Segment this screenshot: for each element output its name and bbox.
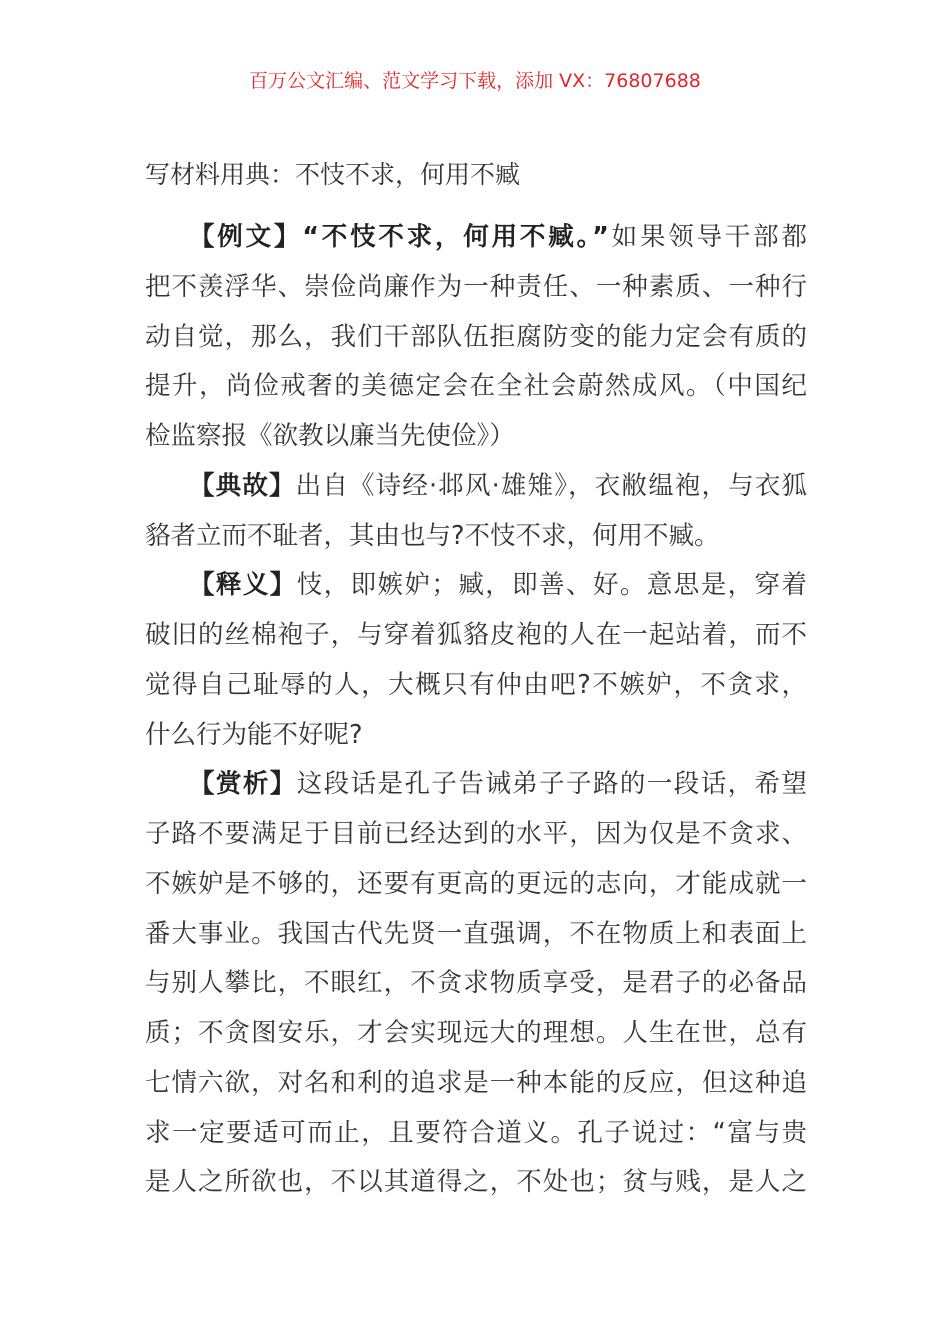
document-body [145, 216, 807, 1211]
line-text: 把不羡浮华、崇俭尚廉作为一种责任、一种素质、一种行 [145, 271, 807, 302]
paragraph-line [145, 316, 807, 366]
document-title: 写材料用典：不忮不求，何用不臧 [145, 160, 521, 189]
paragraph-line [145, 1062, 807, 1112]
paragraph-line [145, 1161, 807, 1211]
line-text: 质；不贪图安乐，才会实现远大的理想。人生在世，总有 [145, 1018, 807, 1048]
paragraph-line [145, 962, 807, 1012]
line-text: 忮，即嫉妒；臧，即善、好。意思是，穿着 [296, 570, 807, 601]
line-text: 动自觉，那么，我们干部队伍拒腐防变的能力定会有质的 [145, 321, 807, 352]
paragraph-line [145, 863, 807, 913]
section-label: 【赏析】 [189, 769, 297, 800]
paragraph-line [145, 515, 807, 565]
line-text: 什么行为能不好呢? [145, 719, 363, 750]
paragraph-line [145, 664, 807, 714]
paragraph-line [145, 714, 807, 764]
line-text: 破旧的丝棉袍子，与穿着狐貉皮袍的人在一起站着，而不 [145, 620, 807, 650]
line-text: 检监察报《欲教以廉当先使俭》） [145, 421, 515, 451]
paragraph-line [145, 1112, 807, 1162]
paragraph-line [145, 813, 807, 863]
line-text: 觉得自己耻辱的人，大概只有仲由吧?不嫉妒，不贪求， [145, 669, 807, 700]
section-label: 【释义】 [189, 570, 297, 601]
line-text: 貉者立而不耻者，其由也与?不忮不求，何用不臧。 [145, 520, 720, 551]
section-label: 【典故】 [189, 470, 296, 501]
line-text: 提升，尚俭戒奢的美德定会在全社会蔚然成风。（中国纪 [145, 371, 807, 402]
paragraph-line [145, 614, 807, 664]
paragraph-line [145, 216, 807, 266]
paragraph-line [145, 564, 807, 614]
line-text: 不嫉妒是不够的，还要有更高的更远的志向，才能成就一 [145, 868, 807, 899]
paragraph-line [145, 365, 807, 415]
paragraph-line [145, 1012, 807, 1062]
watermark-header: 百万公文汇编、范文学习下载，添加 VX：76807688 [249, 70, 701, 92]
section-label: 【例文】“不忮不求，何用不臧。” [189, 222, 609, 252]
line-text: 这段话是孔子告诫弟子子路的一段话，希望 [296, 769, 807, 800]
line-text: 番大事业。我国古代先贤一直强调，不在物质上和表面上 [145, 918, 807, 949]
line-text: 出自《诗经·邶风·雄雉》，衣敝缊袍，与衣狐 [295, 470, 807, 501]
line-text: 与别人攀比，不眼红，不贪求物质享受，是君子的必备品 [145, 968, 807, 999]
paragraph-line [145, 415, 807, 465]
line-text: 是人之所欲也，不以其道得之，不处也；贫与贱，是人之 [145, 1167, 807, 1198]
line-text: 七情六欲，对名和利的追求是一种本能的反应，但这种追 [145, 1067, 807, 1098]
paragraph-line [145, 266, 807, 316]
line-text: 子路不要满足于目前已经达到的水平，因为仅是不贪求、 [145, 819, 807, 849]
line-text: 求一定要适可而止，且要符合道义。孔子说过：“富与贵 [145, 1117, 807, 1148]
paragraph-line [145, 465, 807, 515]
line-text: 如果领导干部都 [608, 222, 807, 252]
paragraph-line [145, 763, 807, 813]
paragraph-line [145, 913, 807, 963]
